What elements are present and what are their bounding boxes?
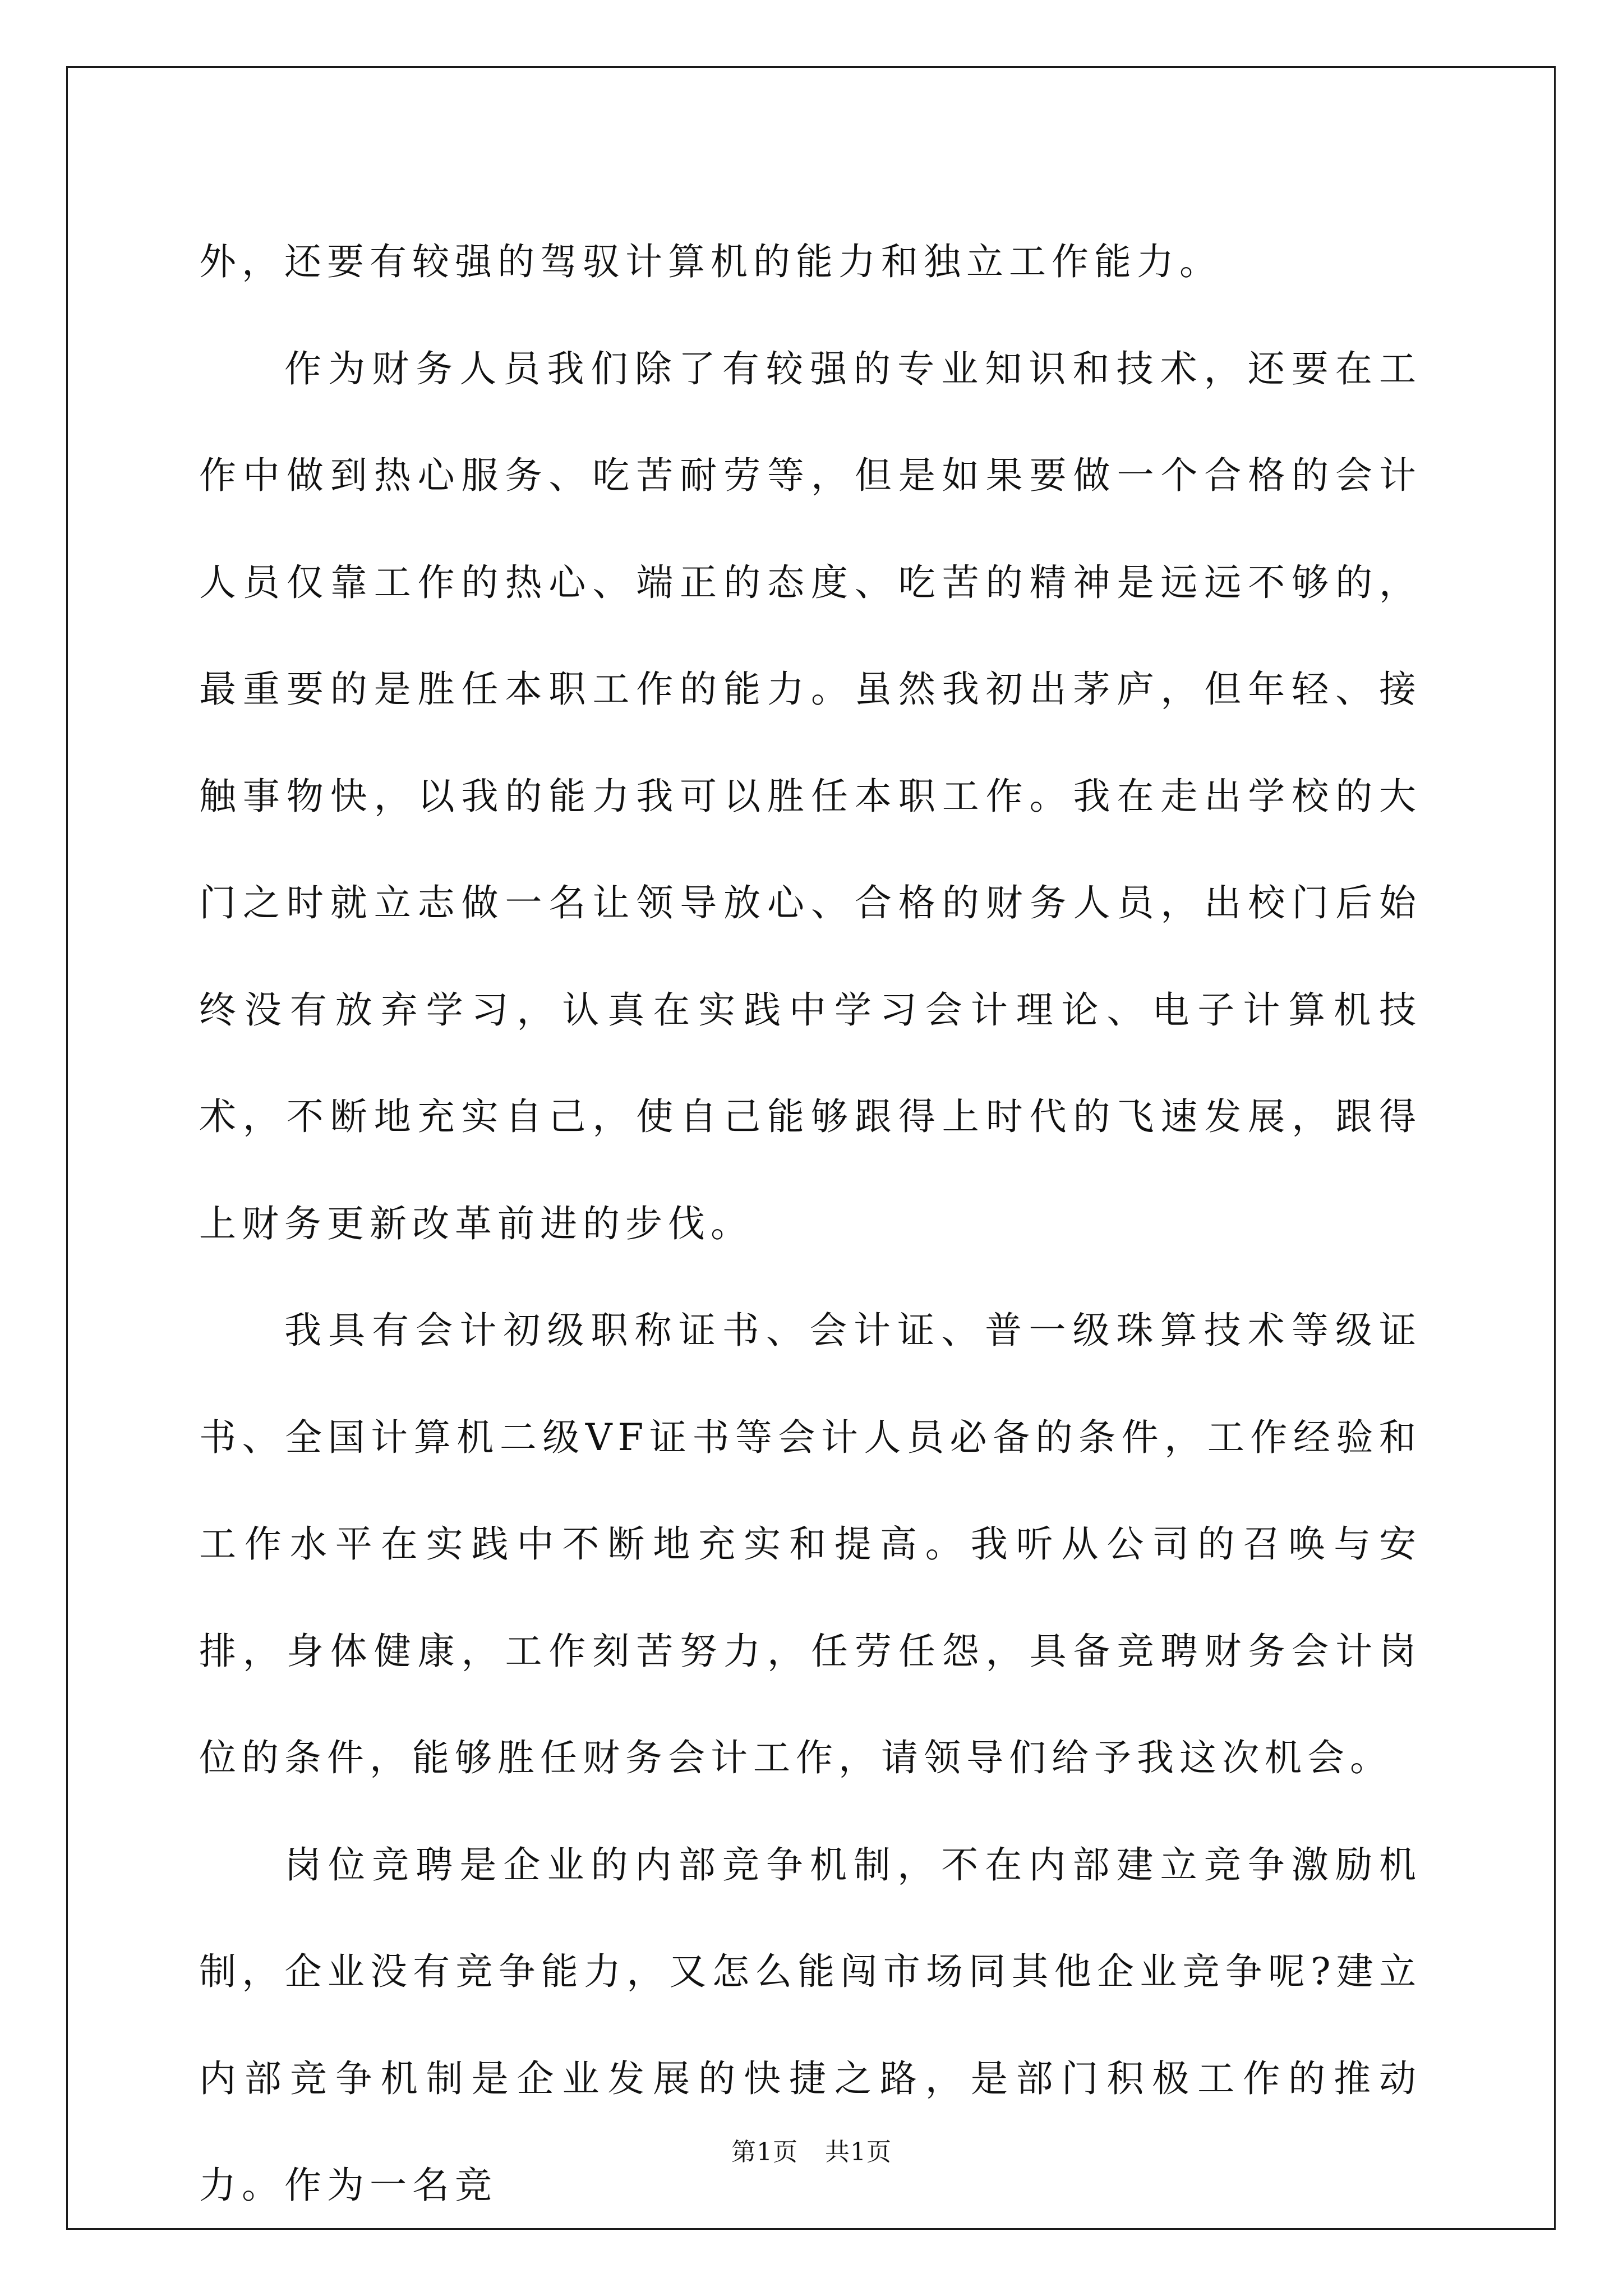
paragraph-3: 我具有会计初级职称证书、会计证、普一级珠算技术等级证书、全国计算机二级VF证书等会计人员必备的条件，工作经验和工作水平在实践中不断地充实和提高。我听从公司的召唤与安排，身体健康，工作刻苦努力，任劳任怨，具备竞聘财务会计岗位的条件，能够胜任财务会计工作，请领导们给予我这次机会。 — [199, 1309, 1422, 1779]
paragraph-2: 作为财务人员我们除了有较强的专业知识和技术，还要在工作中做到热心服务、吃苦耐劳等，但是如果要做一个合格的会计人员仅靠工作的热心、端正的态度、吃苦的精神是远远不够的，最重要的是胜任本职工作的能力。虽然我初出茅庐，但年轻、接触事物快，以我的能力我可以胜任本职工作。我在走出学校的大门之时就立志做一名让领导放心、合格的财务人员，出校门后始终没有放弃学习，认真在实践中学习会计理论、电子计算机技术，不断地充实自己，使自己能够跟得上时代的飞速发展，跟得上财务更新改革前进的步伐。 — [199, 347, 1422, 1245]
page-footer — [0, 2132, 1623, 2168]
document-body — [199, 209, 1422, 2239]
paragraph-1: 外，还要有较强的驾驭计算机的能力和独立工作能力。 — [199, 240, 1222, 283]
page-total: 共1页 — [825, 2138, 892, 2166]
page-number: 第1页 — [731, 2138, 798, 2166]
paragraph-4: 岗位竞聘是企业的内部竞争机制，不在内部建立竞争激励机制，企业没有竞争能力，又怎么能闯市场同其他企业竞争呢?建立内部竞争机制是企业发展的快捷之路，是部门积极工作的推动力。作为一名竞 — [199, 1843, 1422, 2207]
